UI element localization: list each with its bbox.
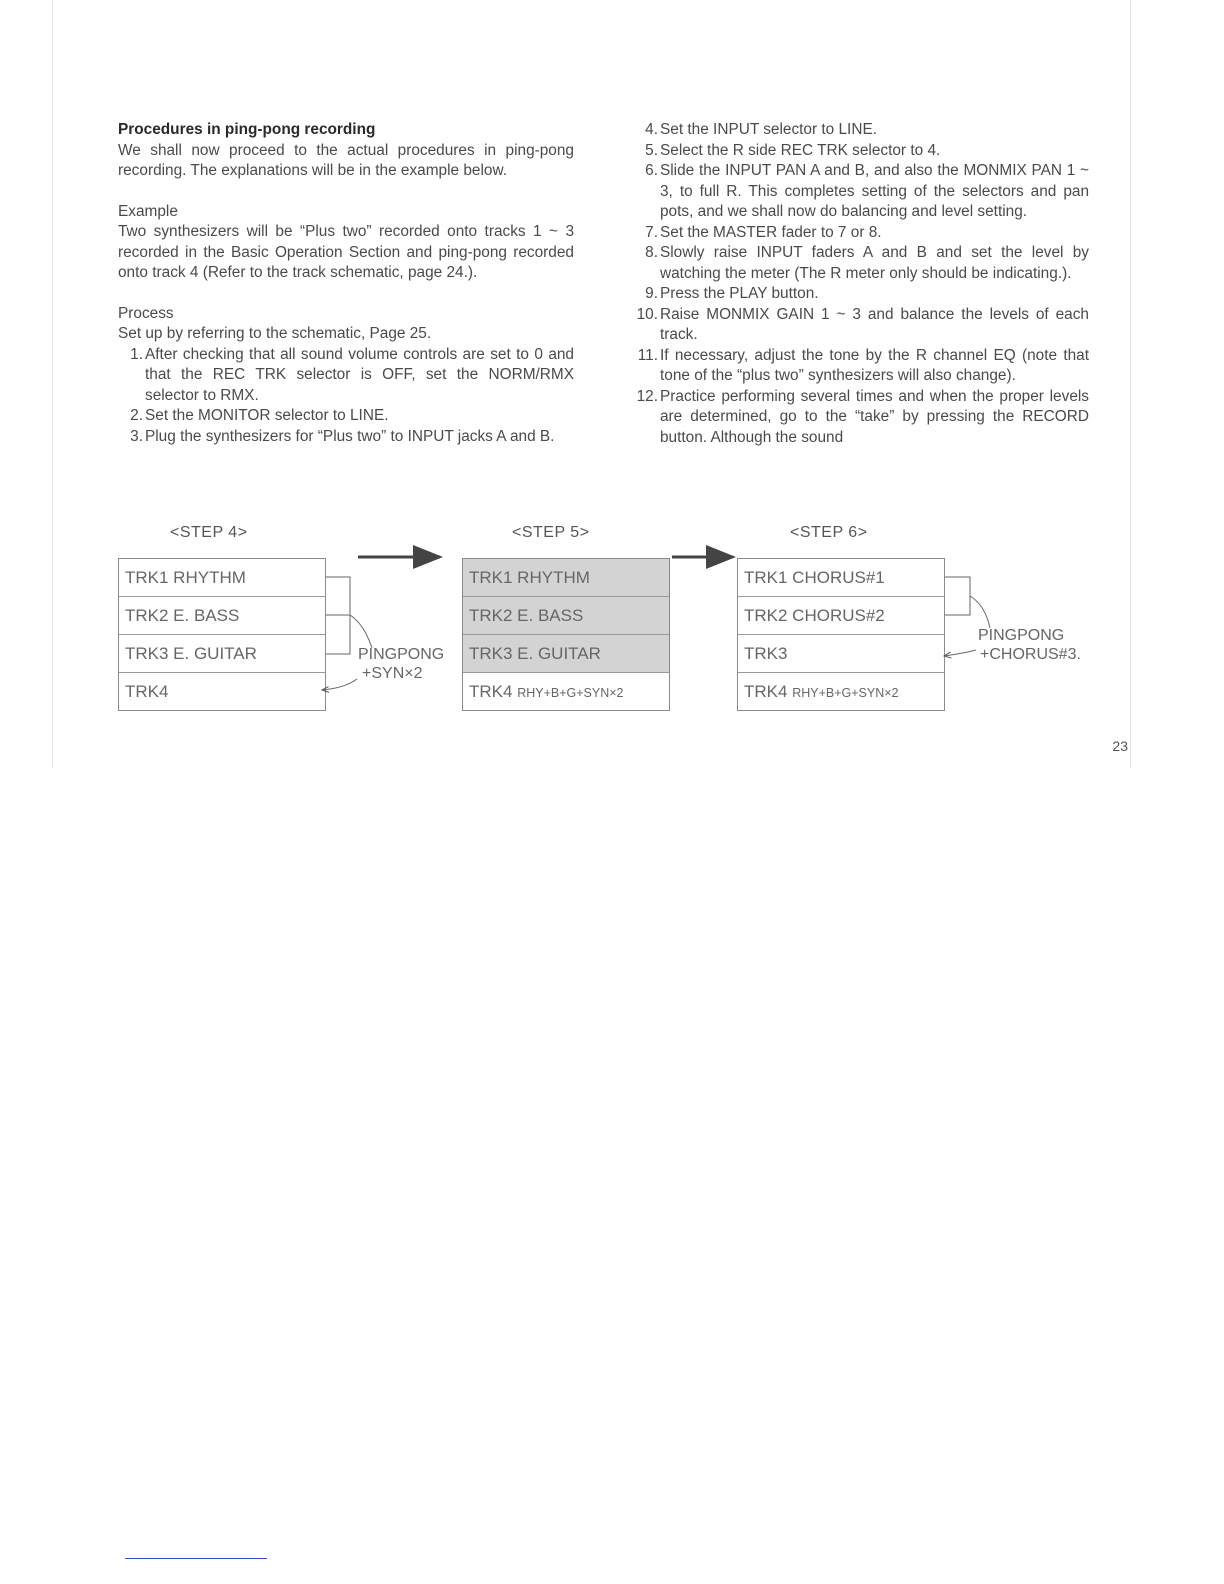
procedure-step-6: 6. Slide the INPUT PAN A and B, and also the MONMIX PAN 1 ~ 3, to full R. This completes setting of the selectors and pan pots, and we shall now do balancing and level setting. <box>645 162 1089 220</box>
process-intro: Set up by referring to the schematic, Page 25. <box>118 325 432 342</box>
step6-track-4: TRK4 RHY+B+G+SYN×2 <box>744 682 899 701</box>
step6-track-1: TRK1 CHORUS#1 <box>738 559 944 597</box>
section-heading: Procedures in ping-pong recording <box>118 121 376 138</box>
step5-track-4: TRK4 RHY+B+G+SYN×2 <box>469 682 624 701</box>
step6-label: <STEP 6> <box>790 524 868 541</box>
step4-pingpong-arrow <box>322 679 357 690</box>
step6-pingpong-note: PINGPONG +CHORUS#3. <box>978 627 1081 663</box>
step4-track-2: TRK2 E. BASS <box>119 597 325 635</box>
procedure-step-3: 3. Plug the synthesizers for “Plus two” to INPUT jacks A and B. <box>130 427 555 445</box>
step5-track-3: TRK3 E. GUITAR <box>463 635 669 673</box>
procedure-step-4: 4. Set the INPUT selector to LINE. <box>645 121 877 138</box>
page-number: 23 <box>1112 738 1128 754</box>
step4-track-3: TRK3 E. GUITAR <box>119 635 325 673</box>
step4-bracket-curve <box>350 615 372 648</box>
procedure-step-7: 7. Set the MASTER fader to 7 or 8. <box>645 223 882 241</box>
procedure-step-12: 12. Practice performing several times and when the proper levels are determined, go to the “take” by pressing the RECORD button. Although the sound <box>636 387 1089 446</box>
step4-bracket <box>326 577 350 654</box>
step4-track-4: TRK4 <box>125 682 169 701</box>
step5-track-1: TRK1 RHYTHM <box>463 559 669 597</box>
intro-paragraph: We shall now proceed to the actual procedures in ping-pong recording. The explanations will be in the example below. <box>118 141 574 179</box>
process-label: Process <box>118 304 174 322</box>
step4-track-1: TRK1 RHYTHM <box>119 559 325 597</box>
diagram-connectors <box>0 0 1224 780</box>
step6-track-3: TRK3 <box>738 635 944 673</box>
step5-track-2: TRK2 E. BASS <box>463 597 669 635</box>
procedure-step-10: 10. Raise MONMIX GAIN 1 ~ 3 and balance the levels of each track. <box>636 305 1089 343</box>
step6-pingpong-arrow <box>944 650 976 656</box>
procedure-step-11: 11. If necessary, adjust the tone by the R channel EQ (note that tone of the “plus two” synthesizers will also change). <box>637 346 1089 384</box>
procedure-step-5: 5. Select the R side REC TRK selector to 4. <box>645 141 941 159</box>
step6-bracket-curve <box>970 596 990 628</box>
step5-label: <STEP 5> <box>512 524 590 541</box>
footer-rule <box>125 1558 267 1559</box>
procedure-step-8: 8. Slowly raise INPUT faders A and B and set the level by watching the meter (The R meter only should be indicating.). <box>645 244 1089 282</box>
procedure-step-1: 1. After checking that all sound volume controls are set to 0 and that the REC TRK selector is OFF, set the NORM/RMX selector to RMX. <box>130 345 574 404</box>
step4-label: <STEP 4> <box>170 524 248 541</box>
example-paragraph: Two synthesizers will be “Plus two” recorded onto tracks 1 ~ 3 recorded in the Basic Operation Section and ping-pong recorded onto track 4 (Refer to the track schematic, page 24.). <box>118 223 574 281</box>
procedure-step-9: 9. Press the PLAY button. <box>645 285 819 302</box>
example-label: Example <box>118 202 178 220</box>
step4-pingpong-note: PINGPONG +SYN×2 <box>358 646 445 682</box>
procedure-step-2: 2. Set the MONITOR selector to LINE. <box>130 407 389 424</box>
step6-track-2: TRK2 CHORUS#2 <box>738 597 944 635</box>
step6-bracket <box>945 577 970 615</box>
